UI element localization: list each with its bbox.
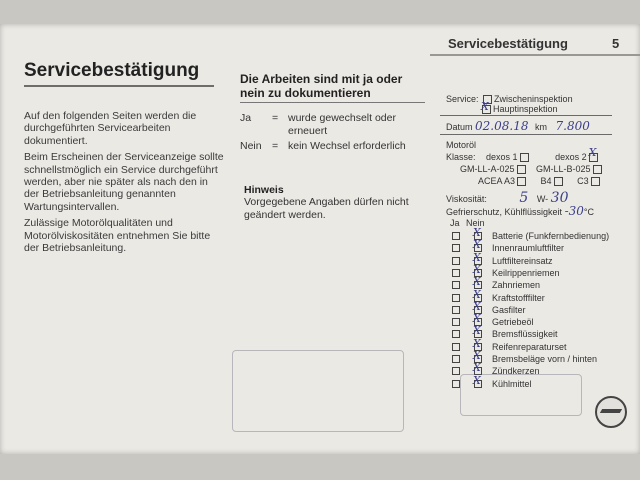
service-type-2 [480,100,558,114]
viscosity-separator: W- [536,194,549,204]
maintenance-item [440,312,630,328]
page-number: 5 [612,36,620,51]
definition-key: Nein [240,140,262,152]
definition-equals: = [272,112,279,124]
brand-logo-icon [595,396,627,428]
check-mark-icon: X [473,299,481,313]
gm-row [460,164,604,174]
service-label: Service: [446,94,479,104]
definition-ja [240,112,430,140]
klasse-label: Klasse: [446,152,476,162]
checkbox-dexos1[interactable] [520,153,529,162]
maintenance-item-label: Batterie (Funkfernbedienung) [492,231,610,241]
gm-a-label: GM-LL-A-025 [460,164,515,174]
dexos1-label: dexos 1 [486,152,518,162]
checkbox-ja[interactable] [452,380,460,388]
maintenance-items [440,226,630,390]
dealer-stamp-2 [460,374,582,416]
maintenance-item [440,250,630,267]
hint-text: Vorgegebene Angaben dürfen nicht geändert werden. [244,196,409,221]
gefrier-value: -30 [564,204,584,218]
maintenance-item [440,287,630,304]
maintenance-item-label: Zündkerzen [492,366,540,377]
intro-paragraph: Zulässige Motorölqualitäten und Motorölviskositäten entnehmen Sie bitte der Betriebsanleitung. [24,217,211,255]
gm-b-label: GM-LL-B-025 [536,164,591,174]
service-type [446,94,573,104]
maintenance-item-label: Luftfiltereinsatz [492,255,553,266]
acea-row [478,176,602,186]
option-hauptinspektion: Hauptinspektion [493,104,558,114]
definition-nein [240,140,430,156]
maintenance-item [440,226,630,242]
checkbox-b4[interactable] [554,177,563,186]
maintenance-item [440,275,630,291]
maintenance-item-label: Keilrippenriemen [492,267,560,278]
maintenance-item-label: Kühlmittel [492,378,532,389]
checkbox-ja[interactable] [452,306,460,314]
acea-label: ACEA A3 [478,176,516,186]
checkbox-gm-a[interactable] [517,165,526,174]
column-nein: Nein [466,218,485,228]
divider [440,134,612,135]
maintenance-item [440,262,630,279]
maintenance-item [440,349,630,365]
instructions-title: Die Arbeiten sind mit ja oder nein zu dokumentieren [240,72,403,100]
divider [440,115,612,116]
check-mark-icon: X [481,100,489,114]
klasse-row [446,146,630,162]
checkbox-ja[interactable] [452,294,460,302]
bolt-icon [600,409,622,413]
check-mark-icon: X [473,336,481,350]
viscosity-value-1: 5 [519,190,529,206]
checkbox-ja[interactable] [452,244,460,252]
checkbox-dexos2[interactable] [588,146,598,162]
maintenance-item-label: Getriebeöl [492,317,534,328]
checkbox-ja[interactable] [452,269,460,277]
check-mark-icon: X [473,250,481,264]
checkbox-c3[interactable] [591,177,600,186]
page-title: Servicebestätigung [24,60,214,87]
column-ja: Ja [450,218,460,228]
checkbox-ja[interactable] [452,367,460,375]
header-rule [430,54,640,56]
manual-page [0,24,640,454]
gefrier-label: Gefrierschutz, Kühlflüssigkeit [446,207,563,217]
check-mark-icon: X [473,373,481,387]
check-mark-icon: X [473,226,481,239]
definition-value: kein Wechsel erforderlich [288,140,406,152]
check-mark-icon: X [588,146,597,160]
checkbox-ja[interactable] [452,318,460,326]
checkbox-ja[interactable] [452,355,460,363]
maintenance-item [440,324,630,340]
running-title: Servicebestätigung [448,36,568,51]
checkbox-ja[interactable] [452,343,460,351]
definition-value: wurde gewechselt oder erneuert [288,112,396,137]
b4-label: B4 [540,176,552,186]
check-mark-icon: X [473,312,481,326]
checkbox-hauptinspektion[interactable] [481,100,491,114]
service-form [440,94,630,394]
check-mark-icon: X [473,324,481,338]
km-label: km [534,122,547,132]
intro-text [24,110,224,258]
maintenance-item [440,336,630,353]
datum-row [446,119,590,133]
c3-label: C3 [577,176,589,186]
dealer-stamp [232,350,404,432]
maintenance-item-label: Bremsflüssigkeit [492,329,558,340]
check-mark-icon: X [473,262,481,276]
maintenance-item-label: Bremsbeläge vorn / hinten [492,354,598,364]
maintenance-item [440,238,630,254]
gefrier-row [446,204,632,218]
intro-paragraph: Beim Erscheinen der Serviceanzeige sollte schnellstmöglich ein Service durchgeführt werden, aber nie später als nach den in der Betriebsanleitung genannten Wartungsintervallen. [24,151,224,213]
check-mark-icon: X [473,349,481,362]
viscosity-value-2: 30 [550,190,569,206]
intro-paragraph: Auf den folgenden Seiten werden die durchgeführten Servicearbeiten dokumentiert. [24,110,197,147]
checkbox-ja[interactable] [452,257,460,265]
definition-key: Ja [240,112,252,124]
check-mark-icon: X [473,287,481,301]
checkbox-ja[interactable] [452,232,460,240]
instructions-rule [240,102,425,103]
maintenance-item-label: Innenraumluftfilter [492,243,565,254]
checkbox-ja[interactable] [452,281,460,289]
option-zwischeninspektion: Zwischeninspektion [494,94,573,104]
maintenance-item [440,299,630,316]
hint-title: Hinweis [244,184,284,196]
checkbox-gm-b[interactable] [593,165,602,174]
maintenance-item-label: Kraftstofffilter [492,292,545,303]
check-mark-icon: X [473,361,481,375]
datum-value: 02.08.18 [475,119,529,133]
dexos2-label: dexos 2 [555,152,587,162]
km-value: 7.800 [555,119,590,133]
motoroel-label: Motoröl [446,140,477,150]
maintenance-item-label: Gasfilter [492,304,526,315]
checkbox-ja[interactable] [452,330,460,338]
maintenance-item-label: Zahnriemen [492,280,541,291]
viskositaet-label: Viskosität: [446,194,487,204]
maintenance-item-label: Reifenreparaturset [492,341,567,352]
check-mark-icon: X [473,275,481,289]
datum-label: Datum [446,122,473,132]
checkbox-acea[interactable] [517,177,526,186]
definition-equals: = [272,140,279,152]
gefrier-unit: °C [583,207,594,217]
check-mark-icon: X [473,238,481,252]
